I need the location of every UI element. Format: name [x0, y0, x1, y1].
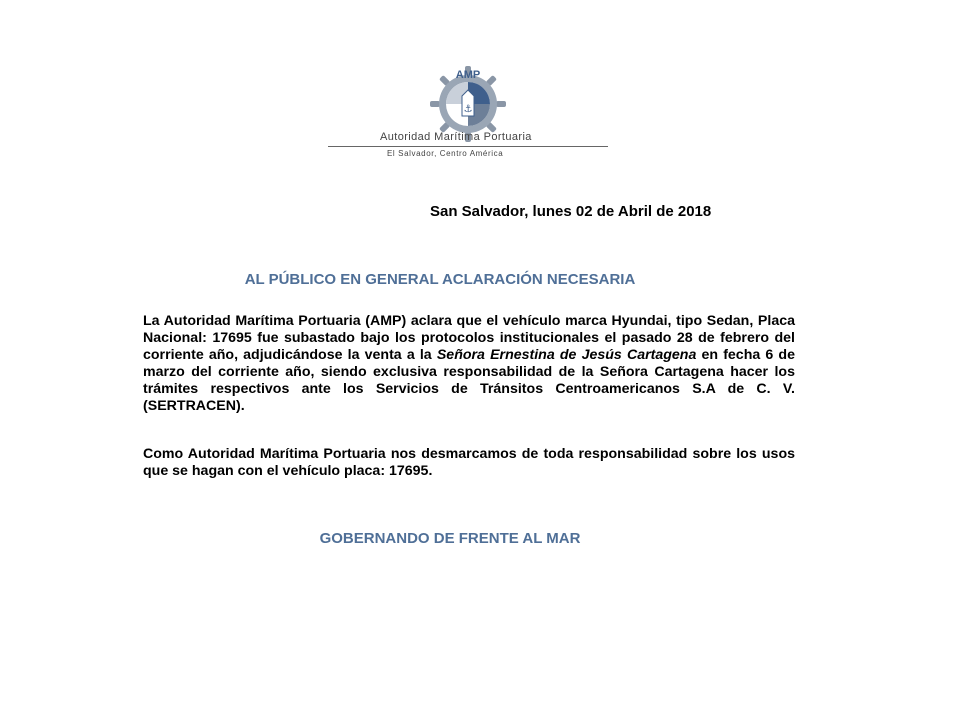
logo-letters: AMP — [455, 69, 481, 81]
slogan: GOBERNANDO DE FRENTE AL MAR — [319, 530, 581, 547]
org-location: El Salvador, Centro América — [387, 149, 504, 158]
document-title: AL PÚBLICO EN GENERAL ACLARACIÓN NECESARIA — [244, 271, 636, 288]
date-line: San Salvador, lunes 02 de Abril de 2018 — [430, 203, 712, 220]
paragraph-2: Como Autoridad Marítima Portuaria nos desmarcamos de toda responsabilidad sobre los usos que se hagan con el vehículo placa: 17695. — [143, 446, 795, 479]
paragraph-1 — [143, 313, 795, 415]
org-name: Autoridad Marítima Portuaria — [380, 131, 532, 143]
paragraph-1-part-1: La Autoridad Marítima Portuaria (AMP) aclara que el vehículo marca Hyundai, tipo Sedan, Placa Nacional: 17695 fue subastado bajo los protocolos institucionales el pasado 28 de febrero del corriente año, adjudicándose la venta a la — [143, 313, 795, 363]
header-divider — [328, 146, 608, 147]
svg-text:⚓: ⚓ — [463, 104, 473, 115]
paragraph-1-name: Señora Ernestina de Jesús Cartagena — [436, 347, 697, 363]
paragraph-1-part-2: en fecha 6 de marzo del corriente año, siendo exclusiva responsabilidad de la Señora Cartagena hacer los trámites respectivos ante los Servicios de Tránsitos Centroamericanos S.A de C. V. (SERTRACEN). — [143, 347, 795, 414]
